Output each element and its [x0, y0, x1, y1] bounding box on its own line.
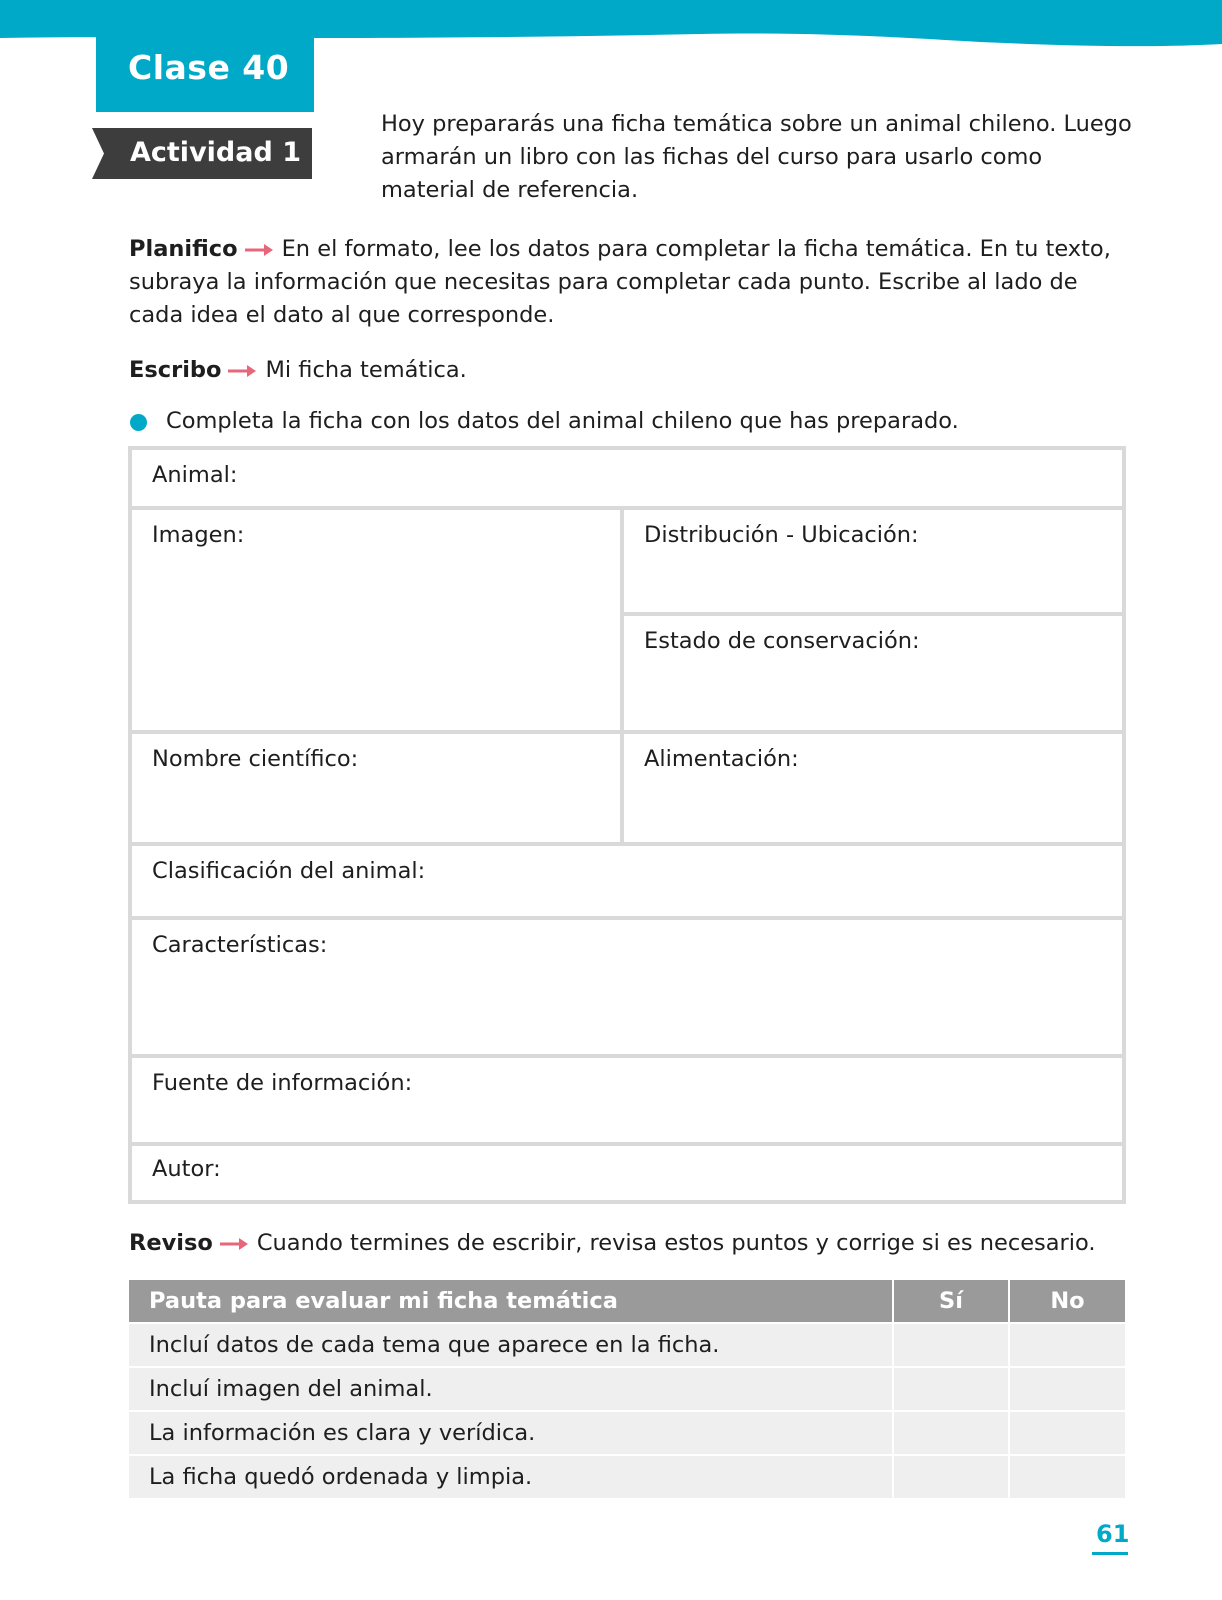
planifico-label: Planifico — [129, 236, 238, 262]
pauta-header-si: Sí — [894, 1280, 1008, 1322]
field-distribucion[interactable] — [624, 510, 1122, 612]
pauta-header-criterio: Pauta para evaluar mi ficha temática — [129, 1280, 892, 1322]
field-caracteristicas[interactable] — [132, 920, 1122, 1054]
field-label: Distribución - Ubicación: — [644, 522, 919, 548]
table-row — [129, 1368, 1125, 1410]
field-label: Autor: — [152, 1156, 221, 1182]
ficha-tematica — [128, 446, 1126, 1204]
field-label: Fuente de información: — [152, 1070, 413, 1096]
escribo-text: Mi ficha temática. — [265, 357, 467, 383]
field-autor[interactable] — [132, 1146, 1122, 1200]
arrow-right-icon — [227, 364, 257, 378]
field-estado-conservacion[interactable] — [624, 616, 1122, 730]
field-label: Características: — [152, 932, 328, 958]
field-imagen[interactable] — [132, 510, 620, 730]
intro-text: Hoy prepararás una ficha temática sobre un animal chileno. Luego armarán un libro con las fichas del curso para usarlo como material de referencia. — [381, 111, 1132, 203]
pauta-criterio: La información es clara y verídica. — [129, 1412, 892, 1454]
field-label: Nombre científico: — [152, 746, 359, 772]
field-label: Estado de conservación: — [644, 628, 920, 654]
field-animal[interactable] — [132, 450, 1122, 508]
table-row — [129, 1456, 1125, 1498]
pauta-si-cell[interactable] — [894, 1324, 1008, 1366]
field-alimentacion[interactable] — [624, 734, 1122, 842]
arrow-right-icon — [219, 1237, 249, 1251]
bullet-icon — [130, 414, 147, 431]
planifico-text: En el formato, lee los datos para completar la ficha temática. En tu texto, subraya la información que necesitas para completar cada punto. Escribe al lado de cada idea el dato al que corresponde. — [129, 236, 1111, 328]
page-number-underline — [1092, 1552, 1128, 1555]
table-row — [129, 1412, 1125, 1454]
field-label: Imagen: — [152, 522, 245, 548]
page-number: 61 — [1096, 1520, 1130, 1548]
pauta-no-cell[interactable] — [1010, 1456, 1125, 1498]
planifico-paragraph — [129, 233, 1119, 332]
field-nombre-cientifico[interactable] — [132, 734, 620, 842]
pauta-criterio: Incluí imagen del animal. — [129, 1368, 892, 1410]
pauta-si-cell[interactable] — [894, 1456, 1008, 1498]
arrow-right-icon — [244, 243, 274, 257]
pauta-criterio: La ficha quedó ordenada y limpia. — [129, 1456, 892, 1498]
pauta-criterio: Incluí datos de cada tema que aparece en la ficha. — [129, 1324, 892, 1366]
bullet-text: Completa la ficha con los datos del animal chileno que has preparado. — [166, 408, 959, 434]
reviso-paragraph — [129, 1227, 1119, 1260]
reviso-label: Reviso — [129, 1230, 213, 1256]
pauta-header-no: No — [1010, 1280, 1125, 1322]
field-clasificacion[interactable] — [132, 846, 1122, 916]
pauta-no-cell[interactable] — [1010, 1368, 1125, 1410]
pauta-no-cell[interactable] — [1010, 1412, 1125, 1454]
clase-title: Clase 40 — [128, 48, 290, 87]
escribo-paragraph — [129, 354, 1119, 387]
table-row — [129, 1324, 1125, 1366]
field-label: Alimentación: — [644, 746, 799, 772]
pauta-si-cell[interactable] — [894, 1412, 1008, 1454]
pauta-no-cell[interactable] — [1010, 1324, 1125, 1366]
reviso-text: Cuando termines de escribir, revisa estos puntos y corrige si es necesario. — [256, 1230, 1096, 1256]
escribo-label: Escribo — [129, 357, 222, 383]
field-label: Animal: — [152, 462, 238, 488]
field-label: Clasificación del animal: — [152, 858, 426, 884]
actividad-label: Actividad 1 — [130, 137, 301, 168]
field-fuente[interactable] — [132, 1058, 1122, 1142]
pauta-si-cell[interactable] — [894, 1368, 1008, 1410]
pauta-header-row — [129, 1280, 1125, 1322]
